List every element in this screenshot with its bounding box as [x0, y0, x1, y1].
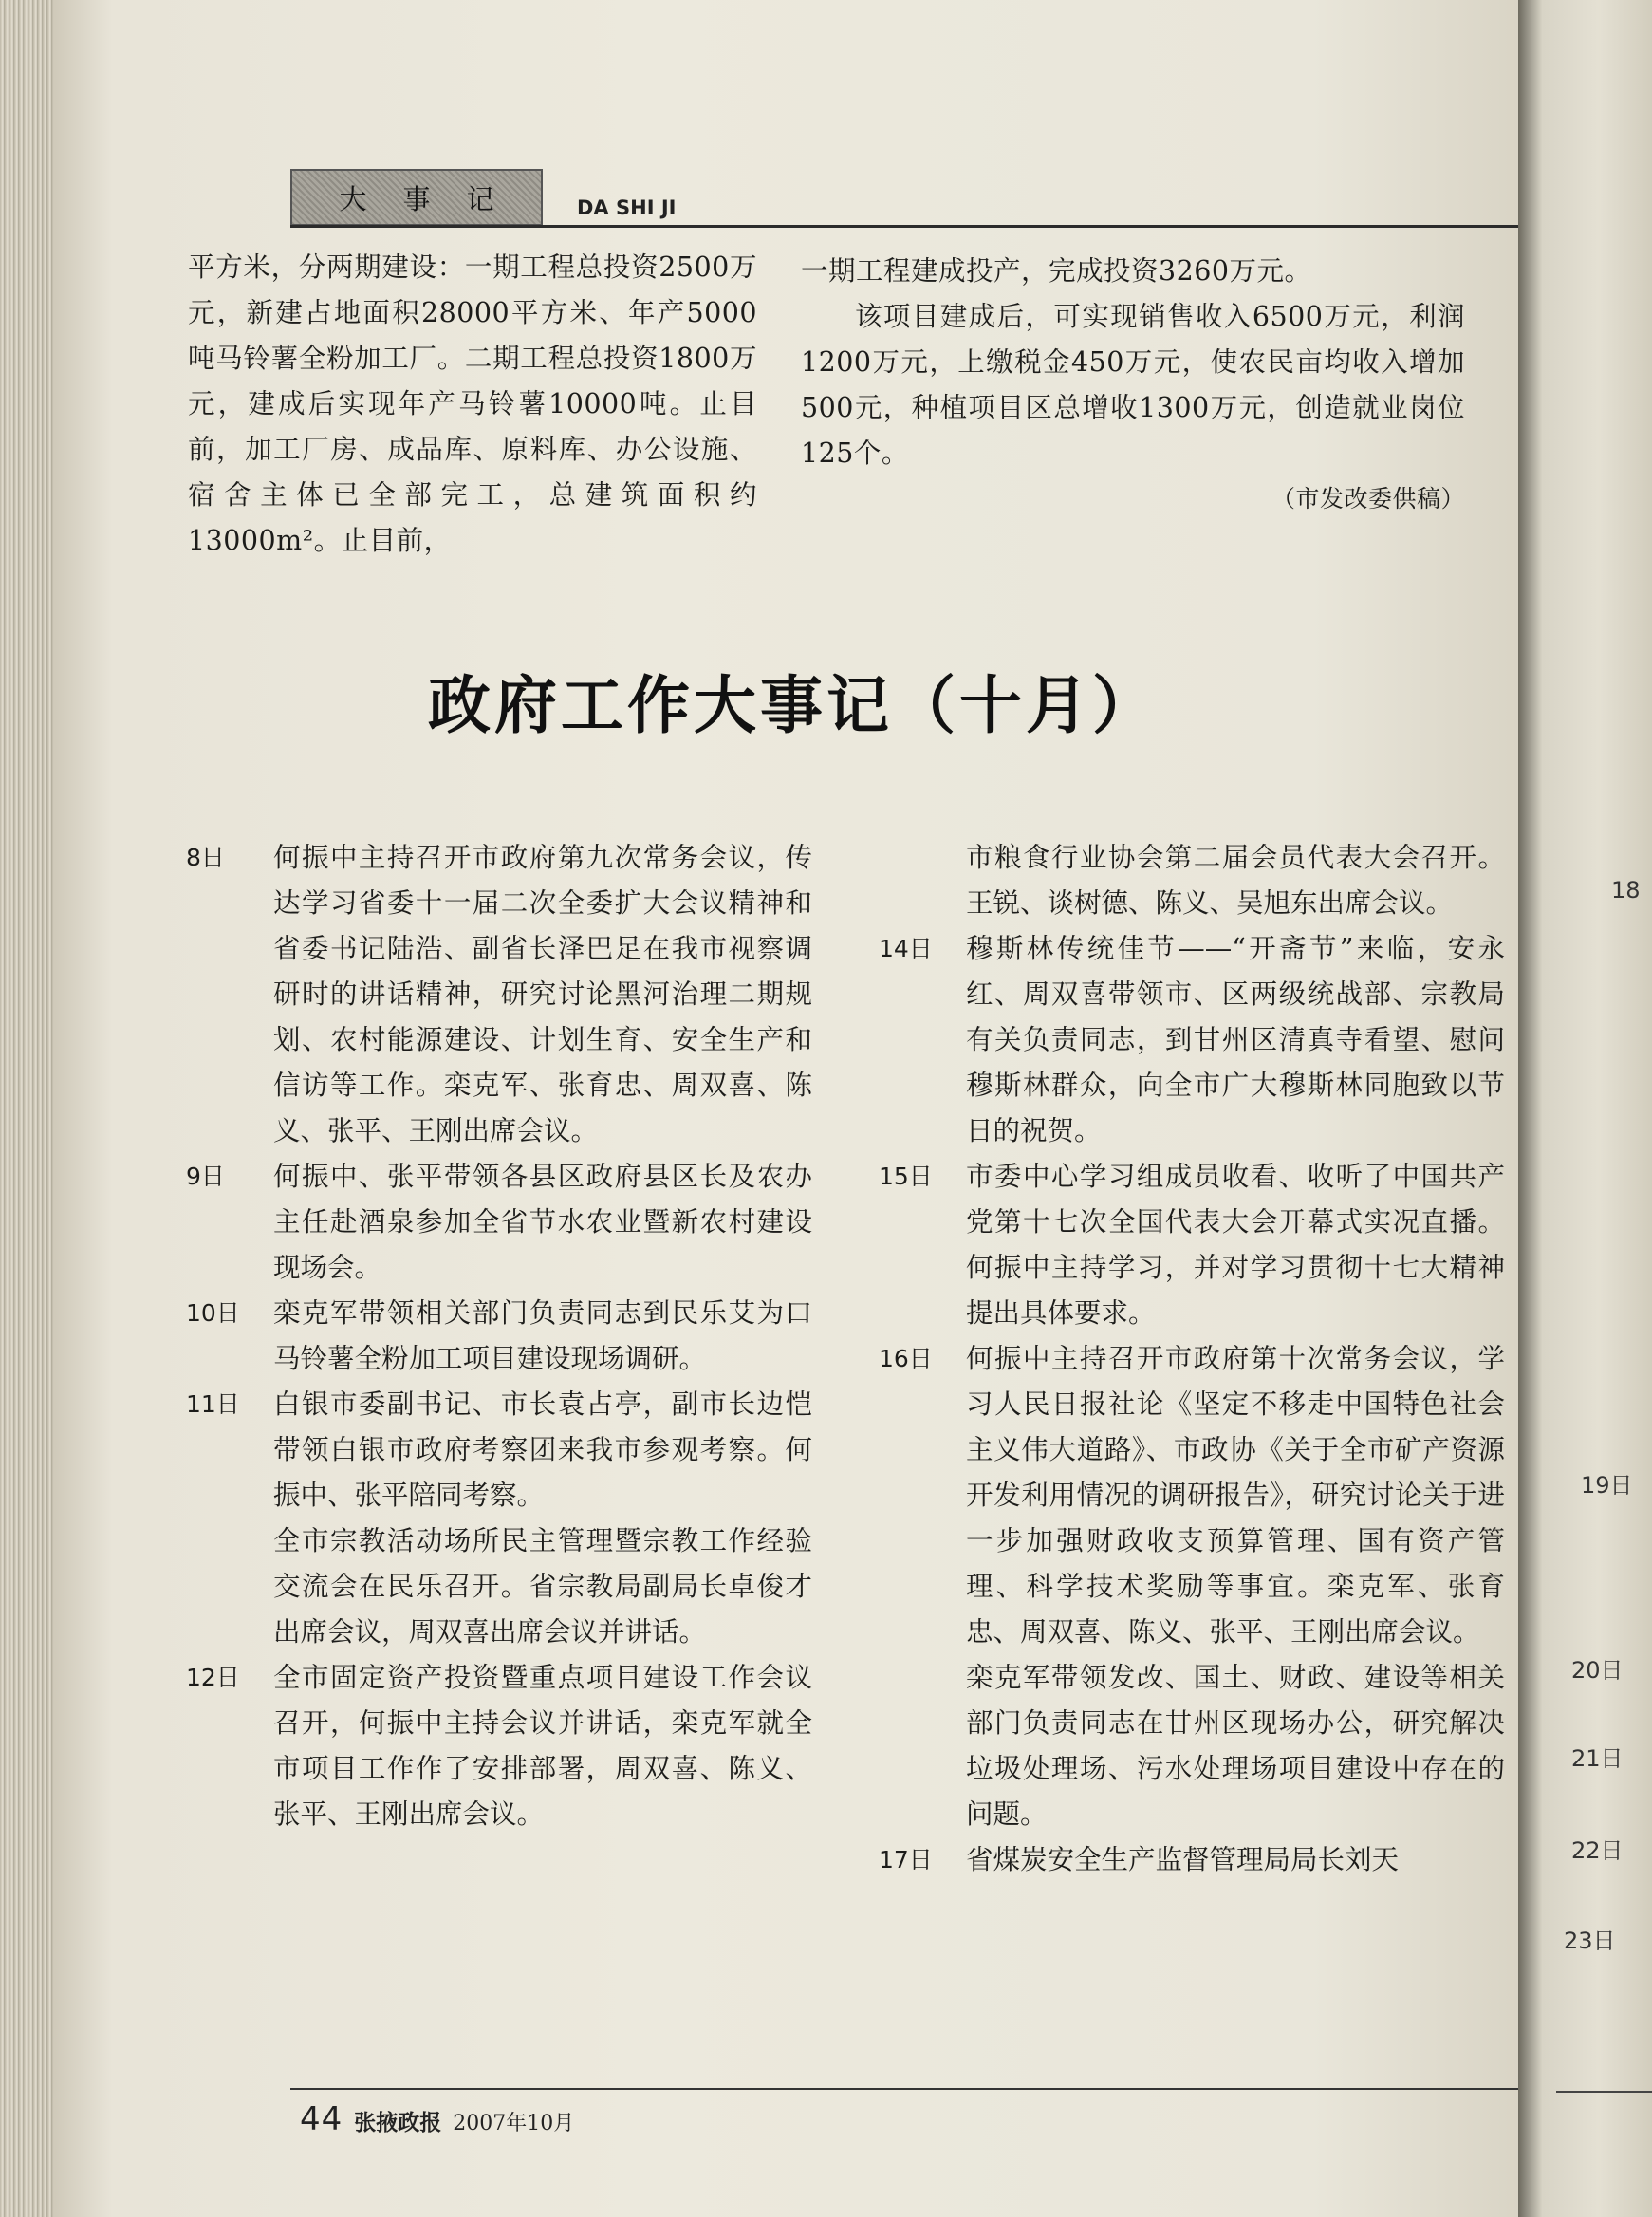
event-text: 市委中心学习组成员收看、收听了中国共产党第十七次全国代表大会开幕式实况直播。何振中主持学习，并对学习贯彻十七大精神提出具体要求。: [966, 1161, 1505, 1329]
document-page: [53, 0, 1533, 2217]
body-paragraph: 该项目建成后，可实现销售收入6500万元，利润1200万元，上缴税金450万元，使农民亩均收入增加500元，种植项目区总增收1300万元，创造就业岗位125个。: [801, 301, 1465, 469]
adjacent-day: 20日: [1571, 1657, 1624, 1684]
top-right-column: [801, 249, 1465, 522]
event-text: 市粮食行业协会第二届会员代表大会召开。王锐、谈树德、陈义、吴旭东出席会议。: [966, 842, 1505, 919]
adjacent-day: 18: [1611, 877, 1641, 904]
event-text: 全市宗教活动场所民主管理暨宗教工作经验交流会在民乐召开。省宗教局副局长卓俊才出席会议，周双喜出席会议并讲话。: [273, 1525, 812, 1648]
event-day: 9日: [186, 1163, 225, 1190]
adjacent-day: 23日: [1564, 1928, 1616, 1954]
adjacent-day: 21日: [1571, 1745, 1624, 1772]
event-day: [186, 1518, 273, 1655]
event-text: 栾克军带领相关部门负责同志到民乐艾为口马铃薯全粉加工项目建设现场调研。: [273, 1297, 812, 1374]
event-day: 11日: [186, 1390, 240, 1418]
event-text: 何振中、张平带领各县区政府县区长及农办主任赴酒泉参加全省节水农业暨新农村建设现场会。: [273, 1161, 812, 1283]
event-text: 省煤炭安全生产监督管理局局长刘天: [966, 1844, 1400, 1875]
event-day: 15日: [879, 1163, 933, 1190]
event-text: 何振中主持召开市政府第九次常务会议，传达学习省委十一届二次全委扩大会议精神和省委书记陆浩、副省长泽巴足在我市视察调研时的讲话精神，研究讨论黑河治理二期规划、农村能源建设、计划生育、安全生产和信访等工作。栾克军、张育忠、周双喜、陈义、张平、王刚出席会议。: [273, 842, 812, 1146]
adjacent-page-edge: [1518, 0, 1652, 2217]
book-spine-edge: [0, 0, 53, 2217]
body-paragraph: 一期工程建成投产，完成投资3260万元。: [801, 255, 1312, 287]
adjacent-day: 19日: [1581, 1472, 1633, 1499]
source-credit: （市发改委供稿）: [1271, 485, 1465, 512]
event-item: [186, 835, 812, 1154]
events-left-column: [186, 835, 812, 1837]
event-day: 8日: [186, 844, 225, 871]
event-text: 穆斯林传统佳节——“开斋节”来临，安永红、周双喜带领市、区两级统战部、宗教局有关负责同志，到甘州区清真寺看望、慰问穆斯林群众，向全市广大穆斯林同胞致以节日的祝贺。: [966, 933, 1505, 1146]
article-title: 政府工作大事记（十月）: [428, 668, 1159, 742]
publication-name: 张掖政报: [354, 2110, 442, 2135]
event-day: 10日: [186, 1299, 240, 1327]
top-left-column: [188, 245, 757, 564]
event-item: [186, 1655, 812, 1837]
adjacent-footer-rule: [1556, 2091, 1652, 2093]
section-header-box: [290, 169, 543, 226]
event-item: [879, 926, 1505, 1154]
event-item: [879, 835, 1505, 926]
page-footer: [300, 2100, 574, 2138]
events-right-column: [879, 835, 1505, 1883]
event-day: 14日: [879, 935, 933, 962]
event-item: [879, 1336, 1505, 1655]
header-divider: [290, 225, 1533, 228]
event-day: 12日: [186, 1664, 240, 1691]
event-day: [879, 1655, 966, 1837]
event-text: 栾克军带领发改、国土、财政、建设等相关部门负责同志在甘州区现场办公，研究解决垃圾处理场、污水处理场项目建设中存在的问题。: [966, 1662, 1505, 1830]
footer-divider: [290, 2088, 1533, 2090]
adjacent-day: 22日: [1571, 1837, 1624, 1864]
event-text: 何振中主持召开市政府第十次常务会议，学习人民日报社论《坚定不移走中国特色社会主义伟大道路》、市政协《关于全市矿产资源开发利用情况的调研报告》，研究讨论关于进一步加强财政收支预算管理、国有资产管理、科学技术奖励等事宜。栾克军、张育忠、周双喜、陈义、张平、王刚出席会议。: [966, 1343, 1505, 1648]
event-item: [879, 1154, 1505, 1336]
event-item: [879, 1655, 1505, 1837]
event-day: 17日: [879, 1846, 933, 1873]
event-item: [186, 1518, 812, 1655]
event-item: [879, 1837, 1505, 1883]
section-title: 大事记: [339, 182, 530, 215]
event-text: 白银市委副书记、市长袁占亭，副市长边恺带领白银市政府考察团来我市参观考察。何振中、张平陪同考察。: [273, 1388, 812, 1511]
event-item: [186, 1291, 812, 1382]
body-paragraph: 平方米，分两期建设：一期工程总投资2500万元，新建占地面积28000平方米、年产5000吨马铃薯全粉加工厂。二期工程总投资1800万元，建成后实现年产马铃薯10000吨。止目前，加工厂房、成品库、原料库、办公设施、宿舍主体已全部完工，总建筑面积约13000m²。止目前，: [188, 252, 757, 556]
issue-date: 2007年10月: [453, 2112, 575, 2135]
event-item: [186, 1382, 812, 1518]
event-day: 16日: [879, 1345, 933, 1372]
page-number: 44: [300, 2100, 343, 2138]
event-text: 全市固定资产投资暨重点项目建设工作会议召开，何振中主持会议并讲话，栾克军就全市项目工作作了安排部署，周双喜、陈义、张平、王刚出席会议。: [273, 1662, 812, 1830]
section-pinyin: DA SHI JI: [577, 196, 677, 219]
event-day: [879, 835, 966, 926]
event-item: [186, 1154, 812, 1291]
